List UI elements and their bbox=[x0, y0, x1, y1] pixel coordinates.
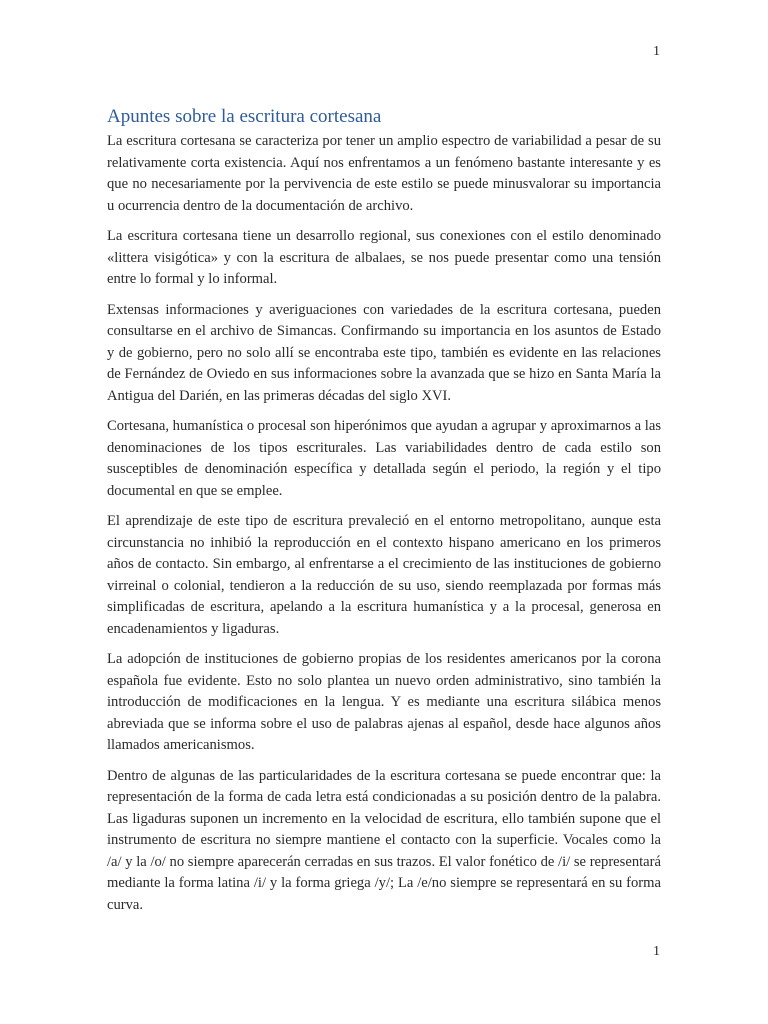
page-number-bottom: 1 bbox=[653, 944, 660, 959]
paragraph-4: Cortesana, humanística o procesal son hiperónimos que ayudan a agrupar y aproximarnos a las denominaciones de los tipos escriturales. Las variabilidades dentro de cada estilo son susceptibles de denominación específica y detallada según el periodo, la región y el tipo documental en que se emplee. bbox=[107, 418, 661, 499]
paragraph-6: La adopción de instituciones de gobierno propias de los residentes americanos por la corona española fue evidente. Esto no solo plantea un nuevo orden administrativo, sino también la introducción de modificaciones en la lengua. Y es mediante una escritura silábica menos abreviada que se informa sobre el uso de palabras ajenas al español, desde hace algunos años llamados americanismos. bbox=[107, 651, 661, 753]
paragraph-3: Extensas informaciones y averiguaciones con variedades de la escritura cortesana, pueden consultarse en el archivo de Simancas. Confirmando su importancia en los asuntos de Estado y de gobierno, pero no solo allí se encontraba este tipo, también es evidente en las relaciones de Fernández de Oviedo en sus informaciones sobre la avanzada que se hizo en Santa María la Antigua del Darién, en las primeras décadas del siglo XVI. bbox=[107, 301, 661, 404]
paragraph-7: Dentro de algunas de las particularidades de la escritura cortesana se puede encontrar que: la representación de la forma de cada letra está condicionadas a su posición dentro de la palabra. Las ligaduras suponen un incremento en la velocidad de escritura, ello también supone que el instrumento de escritura no siempre mantiene el contacto con la superficie. Vocales como la /a/ y la /o/ no siempre aparecerán cerradas en sus trazos. El valor fonético de /i/ se representará mediante la forma latina /i/ y la forma griega /y/; La /e/no siempre se representará en su forma curva. bbox=[107, 767, 661, 913]
paragraph-2: La escritura cortesana tiene un desarrollo regional, sus conexiones con el estilo denominado «littera visigótica» y con la escritura de albalaes, se nos puede presentar como una tensión entre lo formal y lo informal. bbox=[107, 228, 661, 287]
document-title: Apuntes sobre la escritura cortesana bbox=[107, 106, 382, 127]
paragraph-5: El aprendizaje de este tipo de escritura prevaleció en el entorno metropolitano, aunque esta circunstancia no inhibió la reproducción en el contexto hispano americano en los primeros años de contacto. Sin embargo, al enfrentarse a el crecimiento de las instituciones de gobierno virreinal o colonial, tendieron a la reducción de su uso, siendo reemplazada por formas más simplificadas de escritura, apelando a la escritura humanística y a la procesal, generosa en encadenamientos y ligaduras. bbox=[107, 513, 661, 637]
paragraph-1: La escritura cortesana se caracteriza por tener un amplio espectro de variabilidad a pesar de su relativamente corta existencia. Aquí nos enfrentamos a un fenómeno bastante interesante y es que no necesariamente por la pervivencia de este estilo se puede minusvalorar su importancia u ocurrencia dentro de la documentación de archivo. bbox=[107, 133, 661, 214]
page-number-top: 1 bbox=[653, 44, 660, 59]
document-body bbox=[107, 105, 661, 925]
